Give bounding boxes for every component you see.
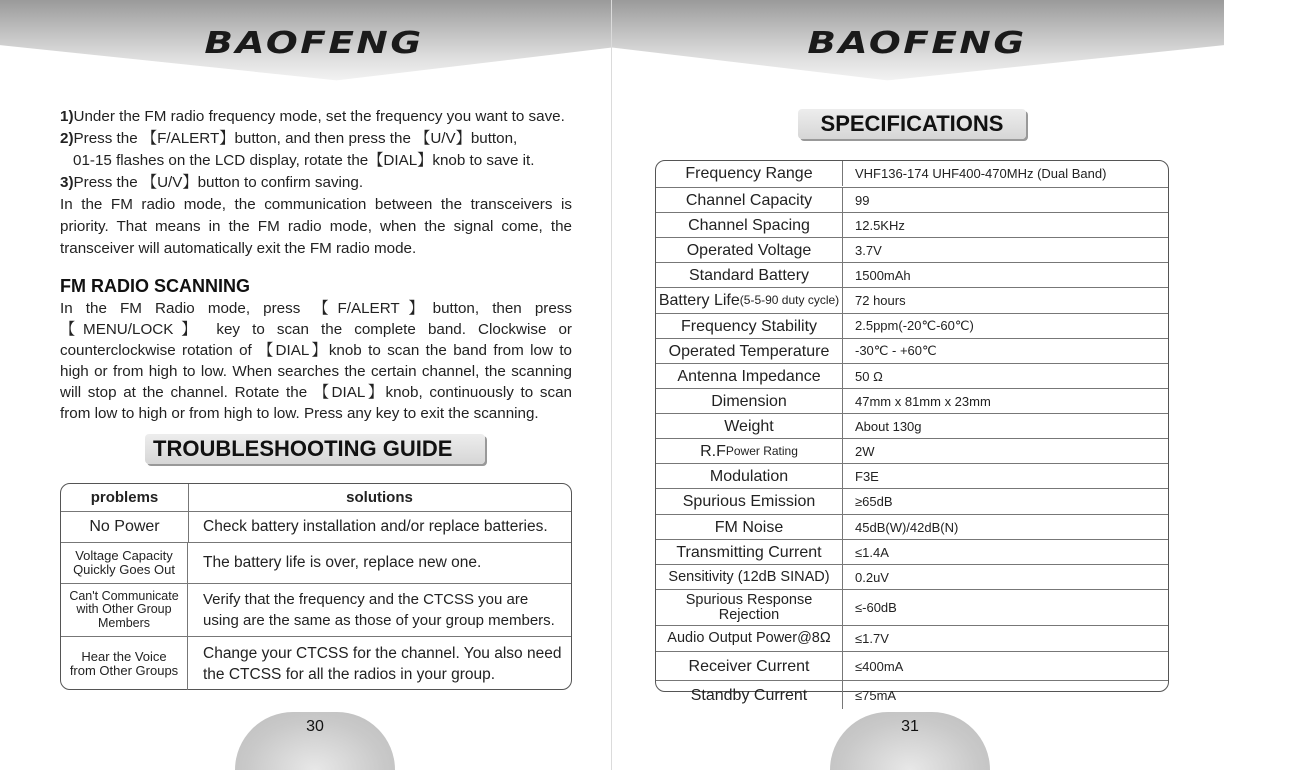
scan-heading: FM RADIO SCANNING <box>60 276 250 296</box>
page-number: 30 <box>235 712 395 770</box>
step-2-continued: 01-15 flashes on the LCD display, rotate the【DIAL】knob to save it. <box>73 152 535 169</box>
spec-name <box>656 439 843 463</box>
spec-row <box>656 589 1168 625</box>
spec-row <box>656 539 1168 564</box>
spec-row <box>656 237 1168 262</box>
spec-name <box>656 238 843 262</box>
spec-value: VHF136-174 UHF400-470MHz (Dual Band) <box>855 166 1107 181</box>
spec-value: ≤1.7V <box>855 631 889 646</box>
spec-value: ≤75mA <box>855 687 897 703</box>
spec-name-text: Antenna Impedance <box>677 367 821 385</box>
spec-name-text: Frequency Range <box>685 165 813 182</box>
step-3: 3)Press the 【U/V】button to confirm saving. <box>60 174 364 191</box>
spec-value: 1500mAh <box>855 267 911 283</box>
spec-value: ≤1.4A <box>855 544 889 560</box>
spec-row <box>656 363 1168 388</box>
problem-cell: Hear the Voice from Other Groups <box>61 637 188 690</box>
spec-row <box>656 564 1168 589</box>
specifications-table <box>655 160 1169 704</box>
spec-name <box>656 339 843 363</box>
spec-name-text: Sensitivity (12dB SINAD) <box>668 568 830 585</box>
spec-value: F3E <box>855 468 879 484</box>
spec-name-text: Receiver Current <box>688 657 810 675</box>
spec-row <box>656 187 1168 212</box>
spec-name <box>656 213 843 237</box>
save-instructions <box>60 106 572 260</box>
problems-header: problems <box>61 484 189 511</box>
solution-cell: Verify that the frequency and the CTCSS you are using are the same as those of your group members. <box>203 591 555 629</box>
problem-cell: Voltage Capacity Quickly Goes Out <box>61 543 188 583</box>
spec-row <box>656 338 1168 363</box>
spec-name-text: Channel Capacity <box>685 191 813 209</box>
spec-name-text: Transmitting Current <box>676 543 822 561</box>
spec-name-text: Channel Spacing <box>688 216 810 234</box>
spec-value: 50 Ω <box>855 368 883 384</box>
spec-name-text: Operated Temperature <box>668 342 830 360</box>
spec-name <box>656 464 843 488</box>
spec-name-note: (5-5-90 duty cycle) <box>739 293 840 307</box>
spec-name <box>656 364 843 388</box>
spec-name <box>656 389 843 413</box>
table-row <box>61 636 571 690</box>
spec-name-text: Dimension <box>711 392 787 410</box>
page-number: 31 <box>830 712 990 770</box>
problem-cell: Can't Communicate with Other Group Members <box>61 584 188 636</box>
spec-row <box>656 413 1168 438</box>
spec-row <box>656 488 1168 514</box>
spec-name <box>656 515 843 539</box>
spec-name <box>656 626 843 651</box>
spec-value: ≥65dB <box>855 494 893 509</box>
spec-row <box>656 438 1168 463</box>
spec-name <box>656 414 843 438</box>
spec-row <box>656 313 1168 338</box>
spec-value: 0.2uV <box>855 569 889 585</box>
spec-name <box>656 263 843 287</box>
spec-name-text: Audio Output Power@8Ω <box>667 630 831 646</box>
brand-logo: BAOFENG <box>807 26 1027 61</box>
spec-value: 2.5ppm(-20℃-60℃) <box>855 318 974 333</box>
table-row <box>61 583 571 636</box>
solutions-header: solutions <box>346 489 413 506</box>
spec-value: 47mm x 81mm x 23mm <box>855 393 991 409</box>
spec-value: ≤400mA <box>855 658 904 674</box>
spec-value: About 130g <box>855 418 922 434</box>
table-row <box>61 542 571 583</box>
priority-paragraph: In the FM radio mode, the communication between the transceivers is priority. That means in the FM radio mode, when the signal come, the transceiver will automatically exit the FM radio mode. <box>60 196 572 257</box>
solution-cell: The battery life is over, replace new one. <box>203 554 482 571</box>
left-page <box>0 0 612 770</box>
spec-value: ≤-60dB <box>855 600 897 615</box>
spec-value: 72 hours <box>855 293 906 308</box>
spec-name-text: Frequency Stability <box>680 317 818 335</box>
step-1: 1)Under the FM radio frequency mode, set the frequency you want to save. <box>60 108 565 125</box>
spec-value: 99 <box>855 192 870 208</box>
spec-row <box>656 388 1168 413</box>
table-header-row <box>61 484 571 511</box>
spec-name <box>656 314 843 338</box>
spec-name <box>656 161 843 186</box>
spec-name-text: FM Noise <box>714 518 784 536</box>
table-row <box>61 511 571 542</box>
spec-name <box>656 590 843 625</box>
spec-value: 12.5KHz <box>855 217 905 233</box>
spec-name-note: Power Rating <box>725 443 798 458</box>
spec-name <box>656 565 843 589</box>
troubleshooting-table <box>60 483 572 690</box>
specifications-title: SPECIFICATIONS <box>798 109 1026 139</box>
spec-row <box>656 287 1168 313</box>
spec-row <box>656 262 1168 287</box>
spec-name <box>656 188 843 212</box>
spec-name <box>656 288 843 313</box>
troubleshooting-title: TROUBLESHOOTING GUIDE <box>145 434 485 464</box>
spec-row <box>656 463 1168 488</box>
spec-value: 2W <box>855 443 875 459</box>
spec-value: 45dB(W)/42dB(N) <box>855 519 959 535</box>
spec-row <box>656 651 1168 680</box>
spec-name-text: Operated Voltage <box>686 241 812 259</box>
step-2: 2)Press the 【F/ALERT】button, and then press the 【U/V】button, <box>60 130 518 147</box>
problem-cell: No Power <box>61 512 189 542</box>
spec-name-text: Standby Current <box>690 686 808 704</box>
spec-name <box>656 489 843 514</box>
solution-cell: Check battery installation and/or replace batteries. <box>203 518 548 535</box>
spec-row <box>656 161 1168 186</box>
spec-name-text: Spurious Emission <box>682 493 816 510</box>
spec-name-text: Spurious Response Rejection <box>685 591 813 623</box>
spec-row <box>656 680 1168 709</box>
spec-name-text: Battery Life <box>658 292 740 309</box>
spec-name-text: Modulation <box>709 467 789 485</box>
spec-row <box>656 514 1168 539</box>
spec-name <box>656 652 843 680</box>
spec-name-text: R.F <box>700 442 726 460</box>
brand-logo: BAOFENG <box>204 26 424 61</box>
spec-name-text: Weight <box>724 417 774 435</box>
solution-cell: Change your CTCSS for the channel. You also need the CTCSS for all the radios in your group. <box>203 644 562 683</box>
spec-value: 3.7V <box>855 242 882 258</box>
spec-row <box>656 625 1168 651</box>
scan-paragraph: In the FM Radio mode, press 【F/ALERT】button, then press 【MENU/LOCK】 key to scan the complete band. Clockwise or counterclockwise rotation of 【DIAL】knob to scan the band from low to high or from high to low. When searches the certain channel, the scanning will stop at the channel. Rotate the 【DIAL】knob, continuously to scan from low to high or from high to low. Press any key to exit the scanning. <box>60 300 572 422</box>
spec-name <box>656 681 843 709</box>
spec-name <box>656 540 843 564</box>
spec-value: -30℃ - +60℃ <box>855 343 937 358</box>
spec-row <box>656 212 1168 237</box>
spec-name-text: Standard Battery <box>688 266 810 284</box>
